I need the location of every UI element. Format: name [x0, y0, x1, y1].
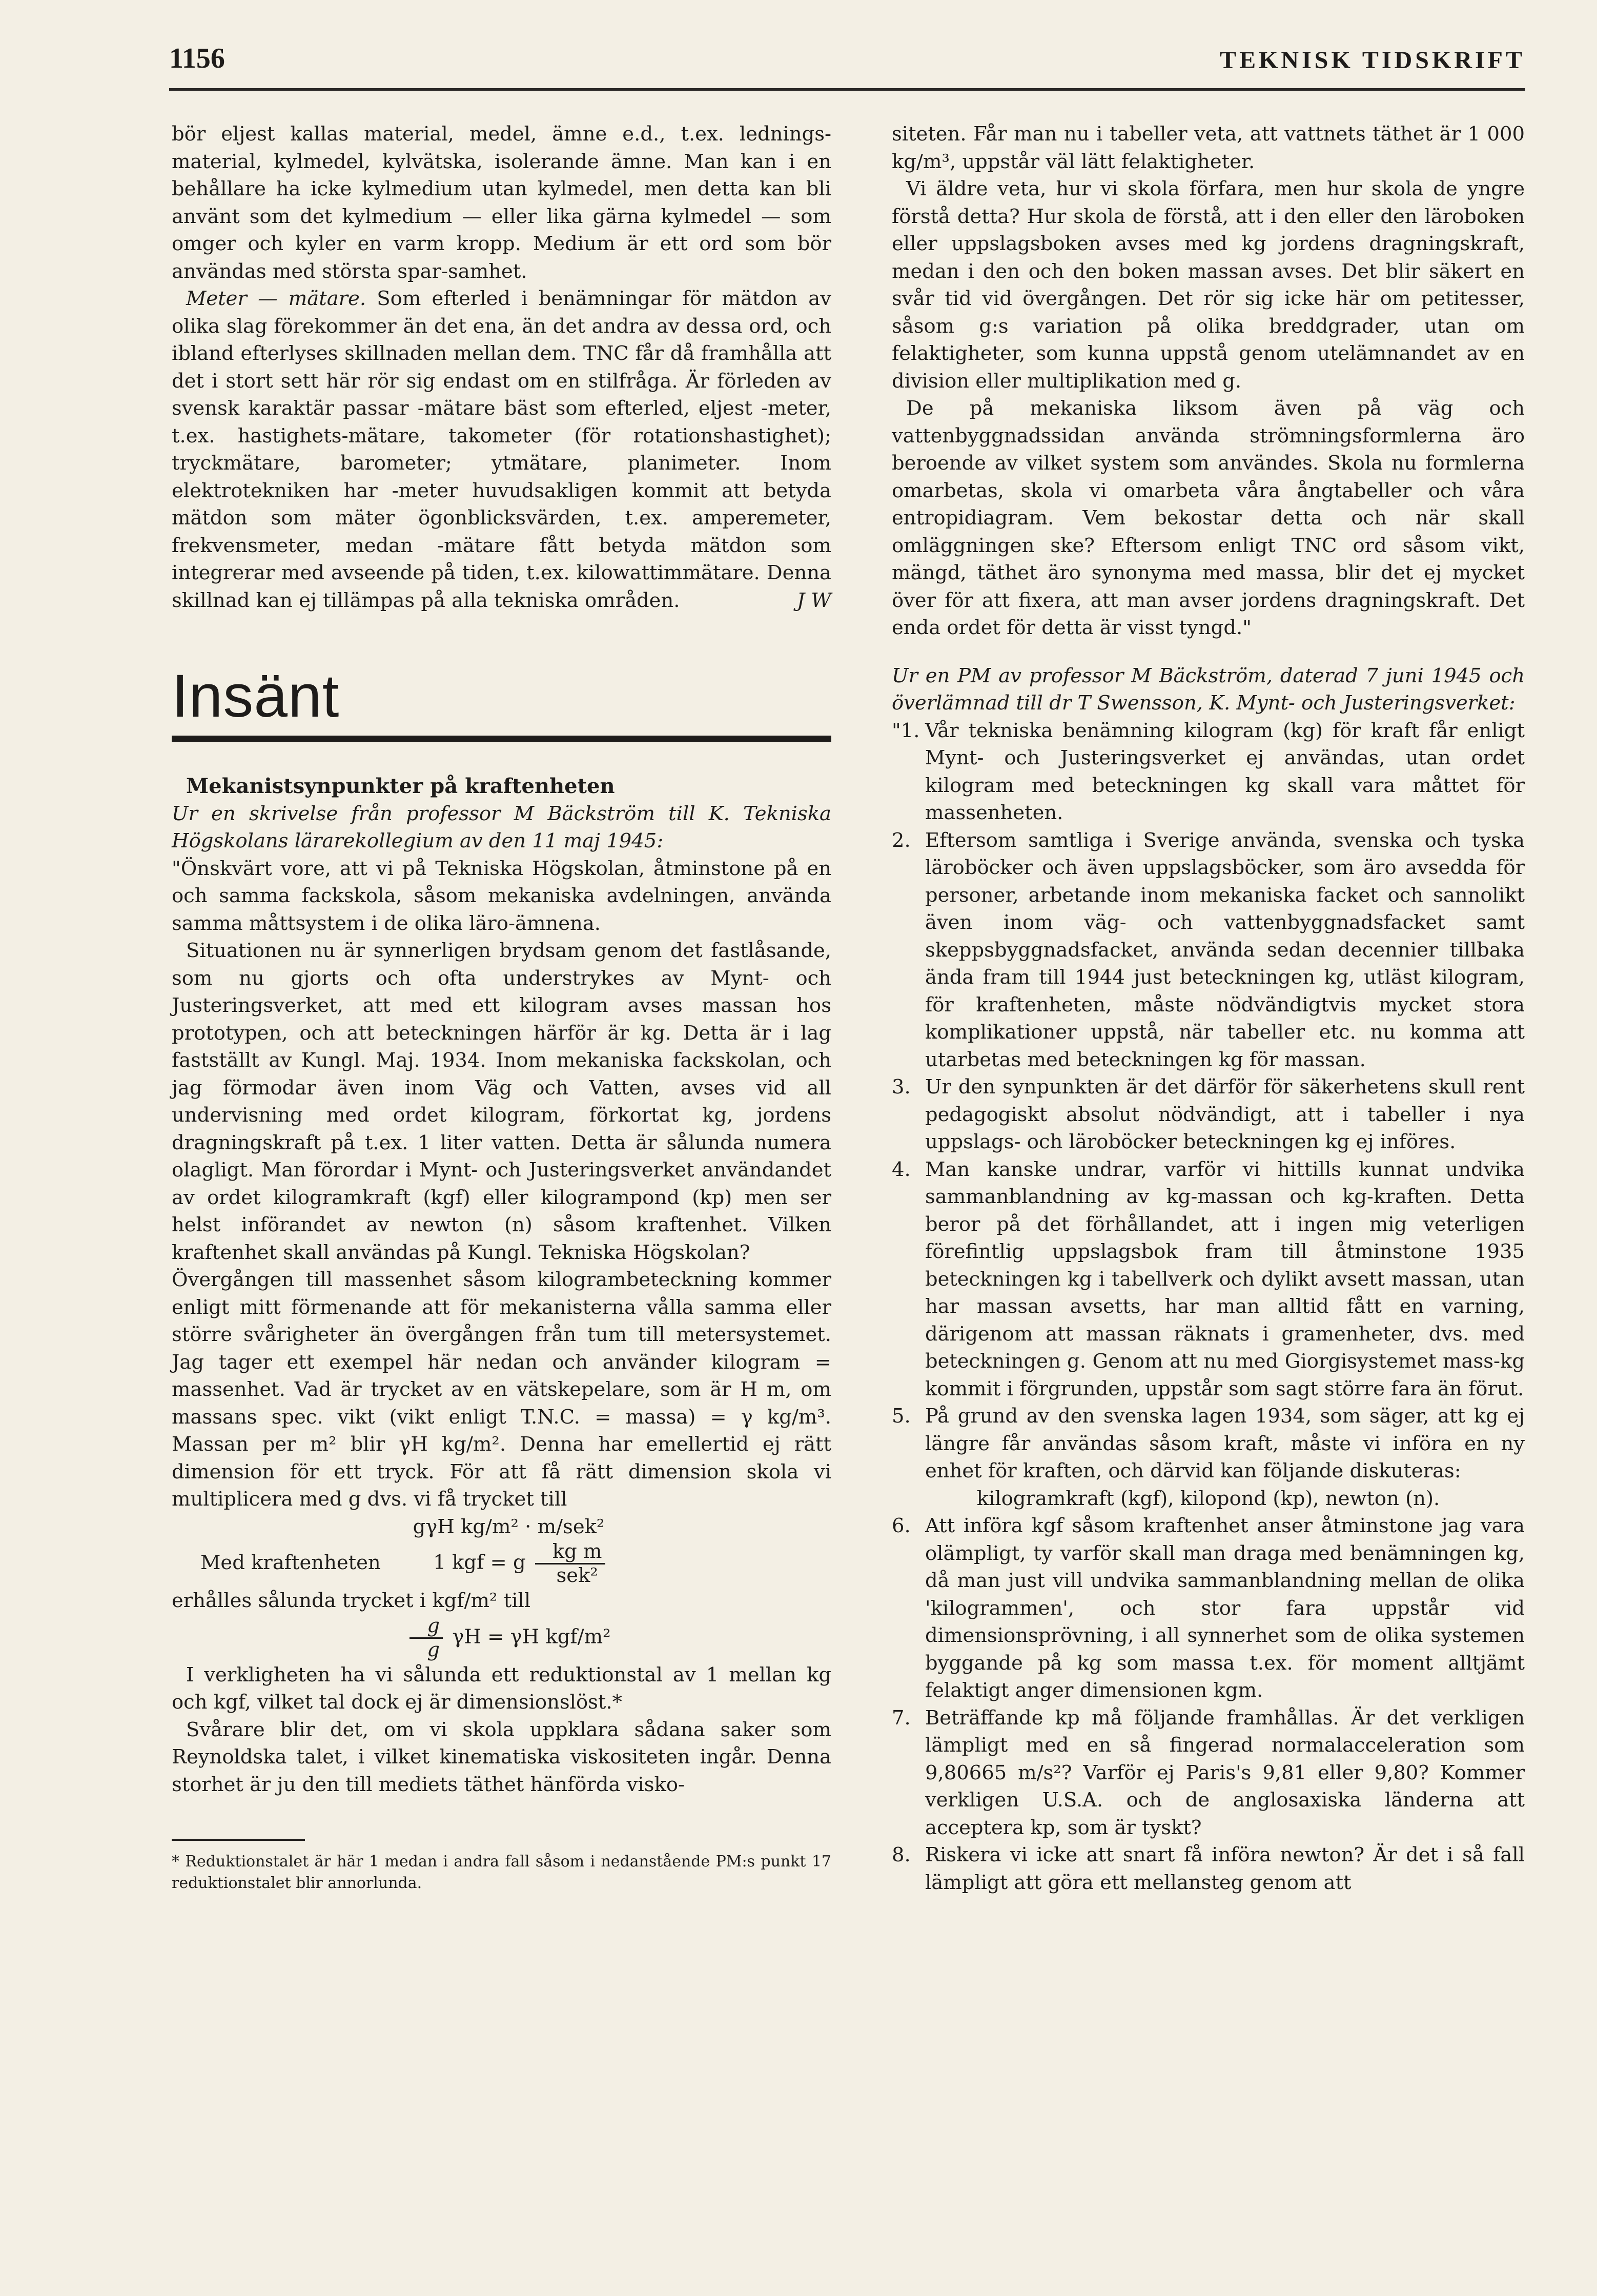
formula-3	[172, 1615, 831, 1661]
pm-list	[892, 717, 1525, 1485]
signature: J W	[796, 588, 831, 612]
list-item: 6. Att införa kgf såsom kraftenhet anser åtminstone jag vara olämpligt, ty varför skall man draga med benämningen kg, då man just vill undvika sammanblandning mellan de olika 'kilogrammen', och stor fara uppstår vid dimensionsprövning, i all synnerhet som de olika systemen byggande på kg som massa t.ex. för moment alltjämt felaktigt anger dimensionen kgm.	[892, 1514, 1525, 1702]
formula-1: gγH kg/m² · m/sek²	[413, 1515, 605, 1538]
paragraph: De på mekaniska liksom även på väg och vattenbyggnadssidan använda strömningsformlerna äro beroende av vilket system som användes. Skola nu formlerna omarbetas, skola vi omarbeta våra ångtabeller och våra entropidiagram. Vem bekostar detta och när skall omläggningen ske? Eftersom enligt TNC ord såsom vikt, mängd, täthet äro synonyma med massa, blir det ej mycket över för att fixera, att man avser jordens dragningskraft. Det enda ordet för detta är visst tyngd."	[892, 397, 1525, 639]
list-item: 8. Riskera vi icke att snart få införa newton? Är det i så fall lämpligt att göra ett mellansteg genom att	[892, 1843, 1525, 1894]
paragraph-meter: Meter — mätare. Som efterled i benämningar för mätdon av olika slag förekommer än det ena, än det andra av dessa ord, och ibland efterlyses skillnaden mellan dem. TNC får då framhålla att det i stort sett här rör sig endast om en stilfråga. Är förleden av svensk karaktär passar -mätare bäst som efterled, eljest -meter, t.ex. hastighets-mätare, takometer (för rotationshastighet); tryckmätare, barometer; ytmätare, planimeter. Inom elektrotekniken har -meter huvudsakligen kommit att betyda mätdon som mäter ögonblicksvärden, t.ex. amperemeter, frekvensmeter, medan -mätare fått betyda mätdon som integrerar med avseende på tiden, t.ex. kilowattimmätare. Denna skillnad kan ej tillämpas på alla tekniska områden. J W	[172, 285, 831, 614]
journal-name: TEKNISK TIDSKRIFT	[1220, 47, 1525, 74]
fraction-numerator: kg m	[535, 1540, 605, 1564]
paragraph: Svårare blir det, om vi skola uppklara sådana saker som Reynoldska talet, i vilket kinematiska viskositeten ingår. Denna storhet är ju den till mediets täthet hänförda visko-	[172, 1718, 831, 1796]
article-intro: Ur en skrivelse från professor M Bäckström till K. Tekniska Högskolans lärarekollegium av den 11 maj 1945:	[172, 802, 831, 852]
paragraph: erhålles sålunda trycket i kgf/m² till	[172, 1589, 531, 1612]
fraction	[535, 1540, 605, 1587]
article-title: Mekanistsynpunkter på kraftenheten	[186, 774, 615, 798]
right-column	[892, 120, 1525, 1896]
force-units-line: kilogramkraft (kgf), kilopond (kp), newton (n).	[976, 1487, 1440, 1510]
list-item: 4. Man kanske undrar, varför vi hittills kunnat undvika sammanblandning av kg-massan och kg-kraften. Detta beror på det förhållandet, att i ingen mig veterligen förefintlig uppslagsbok fram till åtminstone 1935 beteckningen kg i tabellverk och dylikt avsett massan, utan har massan avsetts, har man alltid fått en varning, därigenom att massan räknats i gramenheter, dvs. med beteckningen g. Genom att nu med Giorgisystemet mass-kg kommit i förgrunden, uppstår som sagt större fara än förut.	[892, 1157, 1525, 1400]
paragraph: "Önskvärt vore, att vi på Tekniska Högskolan, åtminstone på en och samma fackskola, såsom mekaniska avdelningen, använda samma måttsystem i de olika läro-ämnena.	[172, 857, 831, 935]
fraction	[410, 1615, 443, 1661]
fraction-denominator: sek²	[556, 1564, 598, 1587]
paragraph: Vi äldre veta, hur vi skola förfara, men hur skola de yngre förstå detta? Hur skola de förstå, att i den eller den läroboken eller uppslagsboken avses med kg jordens dragningskraft, medan i den och den boken massan avses. Det blir säkert en svår tid vid övergången. Det rör sig icke här om petitesser, såsom g:s variation på olika breddgrader, utan om felaktigheter, som kunna uppstå genom utelämnandet av en division eller multiplikation med g.	[892, 177, 1525, 393]
fraction-numerator: g	[410, 1615, 443, 1639]
list-item: "1. Vår tekniska benämning kilogram (kg) för kraft får enligt Mynt- och Justeringsverket ej användas, utan ordet kilogram med beteckningen kg skall vara måttet för massenheten.	[892, 719, 1525, 824]
list-item: 7. Beträffande kp må följande framhållas. Är det verkligen lämpligt med en så fingerad normalacceleration som 9,80665 m/s²? Varför ej Paris's 9,81 eller 9,80? Kommer verkligen U.S.A. och de anglosaxiska länderna att acceptera kp, som är tyskt?	[892, 1706, 1525, 1839]
page-number: 1156	[169, 43, 225, 74]
paragraph: Situationen nu är synnerligen brydsam genom det fastlåsande, som nu gjorts och ofta understrykes av Mynt- och Justeringsverket, att med ett kilogram avses massan hos prototypen, och att beteckningen härför är kg. Detta är i lag fastställt av Kungl. Maj. 1934. Inom mekaniska fackskolan, och jag förmodar även inom Väg och Vatten, avses vid all undervisning med ordet kilogram, förkortat kg, jordens dragningskraft på t.ex. 1 liter vatten. Detta är sålunda numera olagligt. Man förordar i Mynt- och Justeringsverket användandet av ordet kilogramkraft (kgf) eller kilogrampond (kp) men ser helst införandet av newton (n) såsom kraftenhet. Vilken kraftenhet skall användas på Kungl. Tekniska Högskolan?	[172, 939, 831, 1264]
pm-intro: Ur en PM av professor M Bäckström, daterad 7 juni 1945 och överlämnad till dr T Swensson, K. Mynt- och Justeringsverket:	[892, 664, 1525, 715]
paragraph: bör eljest kallas material, medel, ämne e.d., t.ex. lednings-material, kylmedel, kylvätska, isolerande ämne. Man kan i en behållare ha icke kylmedium utan kylmedel, men detta kan bli använt som det kylmedium — eller lika gärna kylmedel — som omger och kyler en varm kropp. Medium är ett ord som bör användas med största spar-samhet.	[172, 123, 831, 283]
footnote: * Reduktionstalet är här 1 medan i andra fall såsom i nedanstående PM:s punkt 17 reduktionstalet blir annorlunda.	[172, 1853, 831, 1892]
section-divider	[172, 736, 831, 742]
page-header	[169, 32, 1525, 91]
formula-label: Med kraftenheten	[200, 1551, 381, 1574]
list-item: 2. Eftersom samtliga i Sverige använda, svenska och tyska läroböcker och även uppslagsböcker, som äro avsedda för personer, arbetande inom mekaniska facket och sannolikt även inom väg- och vattenbyggnadsfacket samt skeppsbyggnadsfacket, använda sedan decennier tillbaka ända fram till 1944 just beteckningen kg, utläst kilogram, för kraftenheten, måste nödvändigtvis mycket stora komplikationer uppstå, när tabeller etc. nu komma att utarbetas med beteckningen kg för massan.	[892, 828, 1525, 1071]
left-column	[172, 120, 831, 1894]
paragraph: I verkligheten ha vi sålunda ett reduktionstal av 1 mellan kg och kgf, vilket tal dock ej är dimensionslöst.*	[172, 1663, 831, 1714]
fraction-denominator: g	[427, 1638, 440, 1661]
list-item: 3. Ur den synpunkten är det därför för säkerhetens skull rent pedagogiskt absolut nödvändigt, att i tabeller i nya uppslags- och läroböcker beteckningen kg ej införes.	[892, 1075, 1525, 1153]
formula-2	[172, 1540, 831, 1587]
pm-list-continued	[892, 1512, 1525, 1896]
term-meter-matare: Meter — mätare.	[186, 287, 366, 310]
formula-rest: γH = γH kgf/m²	[452, 1625, 611, 1648]
list-item: 5. På grund av den svenska lagen 1934, som säger, att kg ej längre får användas såsom kraft, måste vi införa en ny enhet för kraften, och därvid kan följande diskuteras:	[892, 1405, 1525, 1482]
footnote-divider	[172, 1839, 305, 1841]
paragraph: Övergången till massenhet såsom kilogrambeteckning kommer enligt mitt förmenande att för mekanisterna vålla samma eller större svårigheter än övergången från tum till metersystemet. Jag tager ett exempel här nedan och använder kilogram = massenhet. Vad är trycket av en vätskepelare, som är H m, om massans spec. vikt (vikt enligt T.N.C. = massa) = γ kg/m³. Massan per m² blir γH kg/m². Denna har emellertid ej rätt dimension för ett tryck. För att få rätt dimension skola vi multiplicera med g dvs. vi få trycket till	[172, 1268, 831, 1511]
formula-lhs: 1 kgf = g	[433, 1551, 526, 1574]
paragraph: siteten. Får man nu i tabeller veta, att vattnets täthet är 1 000 kg/m³, uppstår väl lätt felaktigheter.	[892, 123, 1525, 173]
section-title: Insänt	[172, 662, 340, 730]
